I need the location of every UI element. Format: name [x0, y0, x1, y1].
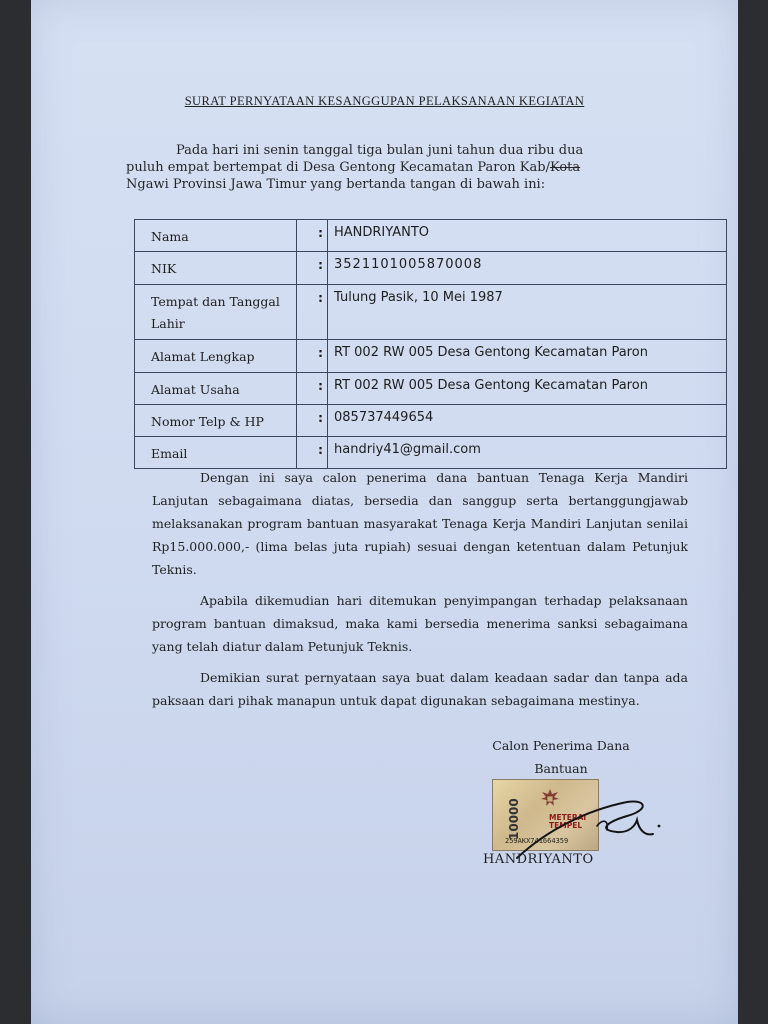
signer-role-line-2: Bantuan: [534, 761, 588, 776]
field-label: Tempat dan Tanggal Lahir: [135, 285, 297, 340]
field-value: 085737449654: [328, 405, 727, 437]
table-row: [135, 340, 727, 373]
table-row: [135, 220, 727, 252]
document-title: SURAT PERNYATAAN KESANGGUPAN PELAKSANAAN KEGIATAN: [184, 94, 585, 108]
field-value: 3521101005870008: [328, 252, 727, 285]
stamp-label-line-2: TEMPEL: [549, 821, 583, 830]
table-row: [135, 285, 727, 340]
field-label: Nomor Telp & HP: [135, 405, 297, 437]
field-separator: :: [297, 437, 328, 469]
signature-block: [471, 734, 651, 780]
paragraph-sanction: Apabila dikemudian hari ditemukan penyimpangan terhadap pelaksanaan program bantuan dimaksud, maka kami bersedia menerima sanksi sebagaimana yang telah diatur dalam Petunjuk Teknis.: [152, 593, 688, 654]
field-separator: :: [297, 285, 328, 340]
intro-line-2: [126, 159, 666, 176]
intro-line-1: Pada hari ini senin tanggal tiga bulan juni tahun dua ribu dua: [176, 143, 584, 158]
stamp-label-line-1: METERAI: [549, 813, 587, 822]
table-row: [135, 437, 727, 469]
signer-role-line-1: Calon Penerima Dana: [492, 738, 630, 753]
field-value: HANDRIYANTO: [328, 220, 727, 252]
field-separator: :: [297, 252, 328, 285]
field-separator: :: [297, 405, 328, 437]
table-row: [135, 252, 727, 285]
field-separator: :: [297, 340, 328, 373]
intro-line-3: Ngawi Provinsi Jawa Timur yang bertanda tangan di bawah ini:: [126, 177, 546, 192]
identity-table: [134, 219, 727, 469]
field-value: Tulung Pasik, 10 Mei 1987: [328, 285, 727, 340]
table-row: [135, 405, 727, 437]
field-separator: :: [297, 220, 328, 252]
field-label: NIK: [135, 252, 297, 285]
struck-word: Kota: [549, 160, 581, 175]
paragraph-commitment: Dengan ini saya calon penerima dana bantuan Tenaga Kerja Mandiri Lanjutan sebagaimana diatas, bersedia dan sanggup serta bertanggungjawab melaksanakan program bantuan masyarakat Tenaga Kerja Mandiri Lanjutan senilai Rp15.000.000,- (lima belas juta rupiah) sesuai dengan ketentuan dalam Petunjuk Teknis.: [152, 470, 688, 577]
stamp-value: 10000: [507, 798, 521, 840]
signer-name: HANDRIYANTO: [483, 852, 594, 867]
statement-body: [152, 466, 688, 712]
field-label: Alamat Lengkap: [135, 340, 297, 373]
field-value: RT 002 RW 005 Desa Gentong Kecamatan Paron: [328, 340, 727, 373]
document-sheet: [31, 0, 738, 1024]
intro-paragraph: [126, 142, 666, 193]
field-separator: :: [297, 373, 328, 405]
table-row: [135, 373, 727, 405]
field-value: handriy41@gmail.com: [328, 437, 727, 469]
field-label: Alamat Usaha: [135, 373, 297, 405]
field-value: RT 002 RW 005 Desa Gentong Kecamatan Paron: [328, 373, 727, 405]
paragraph-closing: Demikian surat pernyataan saya buat dalam keadaan sadar dan tanpa ada paksaan dari pihak manapun untuk dapat digunakan sebagaimana mestinya.: [152, 670, 688, 708]
stamp-serial: 259AKX741664359: [505, 837, 569, 845]
field-label: Email: [135, 437, 297, 469]
intro-line-2-text: puluh empat bertempat di Desa Gentong Kecamatan Paron Kab/: [126, 160, 550, 175]
field-label: Nama: [135, 220, 297, 252]
